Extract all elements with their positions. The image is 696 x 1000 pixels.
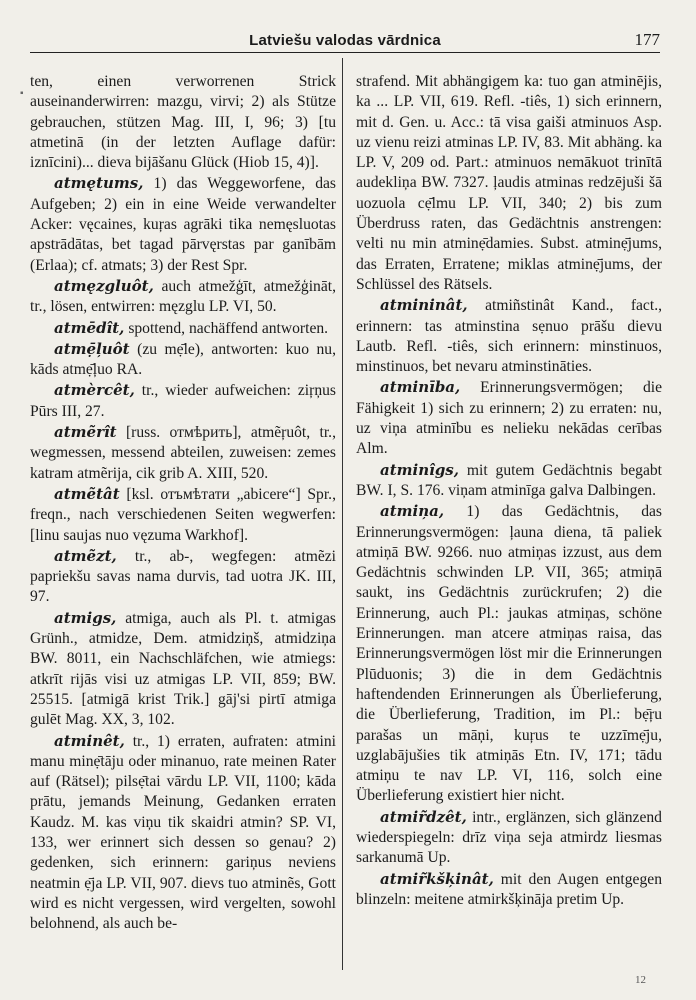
- dictionary-entry: [30, 318, 336, 339]
- dictionary-entry: [30, 546, 336, 608]
- entry-headword: atmẽzt,: [54, 546, 117, 565]
- dictionary-entry: [356, 72, 662, 295]
- entry-text: mit den Augen entgegen blinzeln: meitene atmirkšķināja pretim Up.: [356, 870, 662, 908]
- entry-text: mit gutem Gedächtnis begabt BW. I, S. 176. viņam atminīga galva Dalbingen.: [356, 461, 662, 499]
- entry-text: auch atmežģīt, atmežģināt, tr., lösen, entwirren: męzglu LP. VI, 50.: [30, 277, 336, 316]
- entry-text: strafend. Mit abhängigem ka: tuo gan atminējis, ka ... LP. VII, 619. Refl. -tiês, 1) sich erinnern, mit d. Gen. u. Acc.: tā visa gaiši atminuos Asp. uz vienu reizi atminas LP. IV, 83. Mit abhäng. ka LP. V, 209 od. Part.: atminuos nemākuot trinītā audekliņa BW. 7327. ļaudis atminas redzējuši šā uozuola cẹ̄lmu LP. VII, 340; 2) bis zum Überdruss raten, das Gedächtnis anstrengen: velti nu min atminẹ̄damies. Subst. atminẹ̄jums, das Erraten, Erratene; miklas atminẹ̄jums, der Schlüssel des Rätsels.: [356, 73, 662, 293]
- entry-headword: atmir̃dzêt,: [380, 807, 467, 826]
- entry-text: tr., 1) erraten, aufraten: atmini manu minẹ̄tāju oder minanuo, rate meinen Rater auf (Rätsel); pilsẹ̄tai vārdu LP. VII, 1100; kāda prātu, jemands Meinung, Gedanken erraten Kaudz. M. kas viņu tik skaidri atmin? SP. VI, 133, wer erinnert sich dessen so genau? 2) gedenken, sich erinnern: gariņus neviens neatmin ẹ̄ja LP. VII, 907. dievs tuo atminẽs, Gott wird es nicht vergessen, wird vergelten, sowohl belohnend, als auch be-: [30, 732, 336, 933]
- entry-headword: atminība,: [380, 378, 461, 397]
- dictionary-entry: [30, 380, 336, 422]
- entry-text: (zu mẹ̄le), antworten: kuo nu, kāds atmẹ̄ļuo RA.: [30, 340, 337, 379]
- running-title: Latviešu valodas vārdnica: [249, 32, 441, 49]
- entry-text: atmiñstinât Kand., fact., erinnern: tas atminstina sẹnuo prāšu dievu Lautb. Refl. -tiês, sich erinnern: minstinuos, minstinuos, bet nevaru atminstināties.: [356, 297, 662, 376]
- entry-headword: atmèrcêt,: [54, 381, 135, 400]
- entry-headword: atmininât,: [380, 296, 468, 315]
- entry-headword: atmēdît,: [54, 318, 125, 337]
- dictionary-entry: [30, 422, 336, 484]
- dictionary-entry: [30, 276, 336, 318]
- margin-mark: ▪: [20, 88, 24, 99]
- dictionary-entry: [30, 731, 336, 935]
- entry-text: ten, einen verworrenen Strick auseinanderwirren: mazgu, virvi; 2) als Stütze gebrauchen, stützen Mag. III, I, 96; 3) [tu atmetinā (in der letzten Auflage dafür: iznīcini)... dieva bijāšanu Glück (Hiob 15, 4)].: [30, 73, 336, 172]
- entry-text: tr., wieder aufweichen: ziŗņus Pūrs III, 27.: [30, 382, 336, 420]
- entry-headword: atminîgs,: [380, 460, 459, 479]
- dictionary-entry: [356, 295, 662, 377]
- entry-headword: atmẽtât: [54, 484, 120, 503]
- entry-text: intr., erglänzen, sich glänzend wiederspiegeln: drīz viņa seja atmirdz liesmas sarkanumā Up.: [356, 808, 662, 867]
- dictionary-entry: [30, 339, 336, 381]
- page-header: [30, 28, 660, 53]
- entry-text: atmiga, auch als Pl. t. atmigas Grünh., atmidze, Dem. atmidziņš, atmidziņa BW. 8011, ein Nachschläfchen, wie atmiegs: atkrīt rijās visi uz atmigas LP. VII, 859; BW. 25515. [atmigā krist Trik.] gāj'si pirtī atmiga gulēt Mag. XX, 3, 102.: [30, 609, 336, 729]
- entry-text: Erinnerungsvermögen; die Fähigkeit 1) sich zu erinnern; 2) zu erraten: nu, uz viņa atminību es nelieku nekādas cerības Alm.: [356, 379, 662, 458]
- dictionary-entry: [356, 501, 662, 806]
- entry-text: [ksl. отъмѣтати „abicere“] Spr., freqn., nach verschiedenen Seiten wegwerfen: [linu saujas nuo vęzuma Warkhof].: [30, 485, 336, 544]
- dictionary-entry: [356, 807, 662, 869]
- entry-text: [russ. отмѣрить], atmẽŗuôt, tr., wegmessen, messend abteilen, zuweisen: zemes katram atmẽrija, cik grib A. XIII, 520.: [30, 424, 336, 482]
- entry-headword: atmẽrît: [54, 423, 117, 442]
- entry-headword: atmiņa,: [380, 502, 445, 521]
- entry-headword: atmigs,: [54, 608, 117, 627]
- entry-text: spottend, nachäffend antworten.: [128, 319, 329, 337]
- dictionary-entry: [30, 484, 336, 546]
- right-column: [356, 72, 662, 910]
- entry-headword: atminêt,: [54, 731, 125, 750]
- entry-text: tr., ab-, wegfegen: atmẽzi papriekšu savas nama durvis, tad uotra JK. III, 97.: [30, 547, 336, 606]
- entry-headword: atmęzgluôt,: [54, 276, 154, 295]
- dictionary-entry: [356, 460, 662, 502]
- dictionary-entry: [356, 869, 662, 911]
- entry-text: 1) das Gedächtnis, das Erinnerungsvermögen: ļauna diena, tā paliek atmiņā BW. 9266. nuo atmiņas izzust, aus dem Gedächtnis schwinden LP. VII, 365; atmiņā saukt, ins Gedächtnis zurückrufen; 2) die Erinnerung, auch Pl.: jaukas atmiņas, schöne Erinnerungen. man atcere atmiņas raisa, das Erinnerungsvermögen löst mir die Erinnerungen Plūduonis; 3) die in dem Gedächtnis haftendenden Erinnerungen als Überlieferung, die Überlieferung, Tradition, im Pl.: bẹ̄ŗu parašas un māņi, kuŗus te uzzīmẹ̄ju, uzglabājušies tik atmiņās Etn. IV, 171; tādu atmiņu te nav LP. VI, 116, solch eine Überlieferung existiert hier nicht.: [356, 503, 662, 805]
- dictionary-entry: [30, 608, 336, 731]
- dictionary-entry: [30, 72, 336, 173]
- dictionary-entry: [30, 173, 336, 275]
- signature-mark: 12: [635, 974, 646, 986]
- dictionary-entry: [356, 377, 662, 459]
- column-divider: [342, 58, 343, 970]
- entry-text: 1) das Weggeworfene, das Aufgeben; 2) ein in eine Weide verwandelter Acker: vęcaines, kuŗas agrāki tika nemęsluotas apstrādātas, bet tagad pārvęrstas par ganībām (Erlaa); cf. atmats; 3) der Rest Spr.: [30, 175, 336, 274]
- entry-headword: atmir̃kšķinât,: [380, 869, 494, 888]
- entry-headword: atmẹ̄ļuôt: [54, 339, 130, 358]
- entry-headword: atmętums,: [54, 174, 144, 193]
- left-column: [30, 72, 336, 934]
- page-number: 177: [634, 30, 660, 49]
